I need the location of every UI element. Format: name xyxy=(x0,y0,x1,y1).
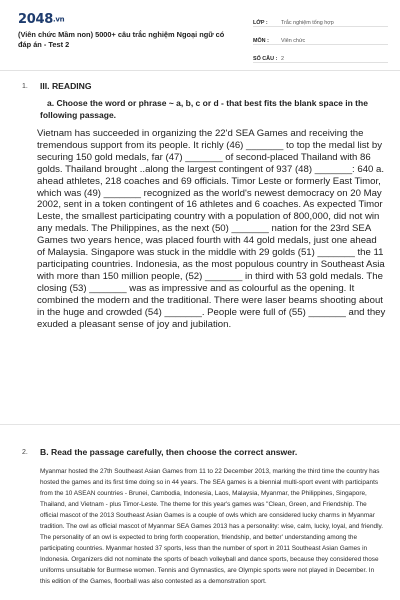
document-meta xyxy=(253,12,388,66)
document-title: (Viên chức Mầm non) 5000+ câu trắc nghiệm Ngoại ngữ có đáp án - Test 2 xyxy=(18,30,225,49)
meta-value: Viên chức xyxy=(281,38,306,44)
question-number: 1. xyxy=(22,83,28,90)
site-logo[interactable] xyxy=(18,12,64,27)
meta-row-subject xyxy=(253,30,388,45)
question-instruction: a. Choose the word or phrase ~ a, b, c or d - that best fits the blank space in the following passage. xyxy=(40,98,368,120)
meta-value: 2 xyxy=(281,56,284,62)
page-header xyxy=(0,0,400,71)
question-number: 2. xyxy=(22,449,28,456)
meta-key: SỐ CÂU : xyxy=(253,56,278,62)
reading-passage: Myanmar hosted the 27th Southeast Asian Games from 11 to 22 December 2013, marking the third time the country has hosted the games and its first time doing so in 44 years. The SEA games is a biennial multi-sport event with participants from the 10 ASEAN countries - Brunei, Cambodia, Indonesia, Laos, Malaysia, Myanmar, the Philippines, Singapore, Thailand, and Vietnam - plus Timor-Leste. The theme for this year's games was "Clean, Green, and Friendship. The official mascot of the 2013 Southeast Asian Games is a couple of owls which are considered lucky charms in Myanmar tradition. The owl as official mascot of Myanmar SEA Games 2013 has a personality: wise, calm, lucky, loyal, and friendly. The personality of an owl is expected to bring forth cooperation, friendship, and better' understanding among the participating countries. Myanmar hosted 37 sports, less than the number of sport in 2011 Southeast Asian Games in Indonesia. Organizers did not nominate the sports of beach volleyball and dance sports, because they considered those uniforms unsuitable for Burmese women. Tennis and Gymnastics, are Olympic sports were not played in December. In this edition of the Games, floorball was also contested as a demonstration sport. xyxy=(40,468,383,586)
meta-key: LỚP : xyxy=(253,20,268,26)
question-1 xyxy=(0,70,400,424)
logo-suffix: .vn xyxy=(52,15,65,24)
meta-key: MÔN : xyxy=(253,38,269,44)
question-2 xyxy=(0,425,400,600)
logo-text: 2048 xyxy=(18,12,53,27)
section-heading: B. Read the passage carefully, then choose the correct answer. xyxy=(40,447,298,457)
section-heading: III. READING xyxy=(40,81,92,91)
reading-passage: Vietnam has succeeded in organizing the 22'd SEA Games and receiving the tremendous support from its people. It richly (46) _______ to top the medal list by securing 150 gold medals, far (47) _______ of second-placed Thailand with 86 golds. Thailand brought ..along the largest contingent of 937 (48) _______: 640 a. ahead athletes, 218 coaches and 69 officials. Timor Leste or formerly East Timor, which was (49) _______ recognized as the world's newest democracy on 20 May 2002, sent in a token contingent of 16 athletes and 6 coaches. As expected Timor Leste, the smallest participating country with a population of 800,000, did not win any medals. The Philippines, as the next (50) _______ nation for the 23rd SEA Games two years hence, was placed fourth with 44 gold medals, just one ahead of Malaysia. Singapore was stuck in the middle with 29 golds (51) _______ the 11 participating countries. Indonesia, as the most populous country in Southeast Asia with more than 150 million people, (52) _______ in third with 53 gold medals. The closing (53) _______ was as impressive and as colourful as the opening. It combined the modern and the traditional. There were laser beams shooting about in the huge and crowded (54) _______. People were full of (55) _______ and they exuded a pleasant sense of joy and jubilation. xyxy=(37,128,386,330)
meta-value: Trắc nghiệm tổng hợp xyxy=(281,20,334,26)
meta-row-count xyxy=(253,48,388,63)
meta-row-class xyxy=(253,12,388,27)
